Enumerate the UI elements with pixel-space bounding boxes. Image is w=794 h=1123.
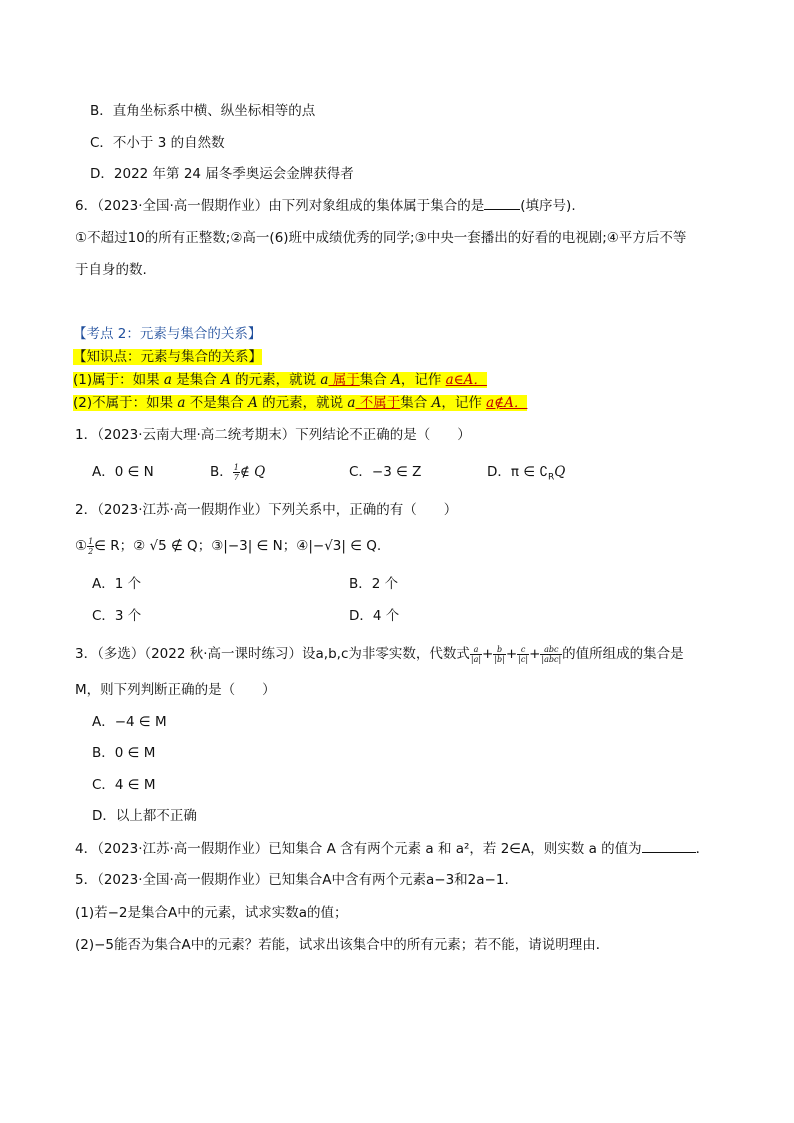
q2-option-a: A．1 个 — [92, 576, 142, 592]
question-4-stem: 4．（2023·江苏·高一假期作业）已知集合 A 含有两个元素 a 和 a²，若 2∈A，则实数 a 的值为 ． — [75, 841, 710, 857]
q3-option-a: A．−4 ∈ M — [92, 714, 167, 730]
section-title: 【考点 2：元素与集合的关系】 — [73, 326, 262, 342]
q2-option-c: C．3 个 — [92, 608, 142, 624]
knowledge-point-1: (1)属于：如果 a 是集合 A 的元素，就说 a 属于集合 A，记作 a∈A． — [73, 372, 487, 388]
question-5-stem: 5．（2023·全国·高一假期作业）已知集合A中含有两个元素a−3和2a−1. — [75, 872, 509, 888]
q2-option-d: D．4 个 — [349, 608, 400, 624]
q3-option-c: C．4 ∈ M — [92, 777, 156, 793]
question-5-part-1: (1)若−2是集合A中的元素，试求实数a的值； — [75, 905, 348, 921]
question-1-stem: 1．（2023·云南大理·高二统考期末）下列结论不正确的是（ ） — [75, 427, 471, 443]
q1-option-b: B． $\frac{1}{7}$ ∉ Q — [210, 462, 266, 482]
knowledge-point-2: (2)不属于：如果 a 不是集合 A 的元素，就说 a 不属于集合 A，记作 a∉A． — [73, 395, 528, 411]
option-b: B．直角坐标系中横、纵坐标相等的点 — [90, 103, 316, 119]
q1-option-d: D．π ∈ $∁_RQ$ — [487, 464, 566, 483]
question-2-items: ① $\frac{1}{2}$ ∈ R；② √5 ∉ Q；③|−3| ∈ N；④|−√3| ∈ Q. — [75, 536, 382, 556]
knowledge-heading: 【知识点：元素与集合的关系】 — [73, 349, 262, 365]
q1-option-c: C．−3 ∈ Z — [349, 464, 422, 480]
q3-option-b: B．0 ∈ M — [92, 745, 156, 761]
q3-option-d: D．以上都不正确 — [92, 808, 197, 824]
question-2-stem: 2．（2023·江苏·高一假期作业）下列关系中，正确的有（ ） — [75, 502, 458, 518]
question-6-stem: 6．（2023·全国·高一假期作业）由下列对象组成的集体属于集合的是 (填序号). — [75, 198, 576, 214]
q2-option-b: B．2 个 — [349, 576, 399, 592]
question-3-line2: M，则下列判断正确的是（ ） — [75, 682, 276, 698]
q1-option-a: A．0 ∈ N — [92, 464, 154, 480]
question-6-line2: 于自身的数. — [75, 262, 147, 278]
question-3-stem: 3．（多选）（2022 秋·高一课时练习）设a,b,c为非零实数，代数式 $\frac{a}{|a|}$ + $\frac{b}{|b|}$ + $\frac{c}{|c|}$ + abc |abc| 的值所组成的集合是 — [75, 644, 684, 664]
option-d: D．2022 年第 24 届冬季奥运会金牌获得者 — [90, 166, 354, 182]
question-6-line1: ①不超过10的所有正整数;②高一(6)班中成绩优秀的同学;③中央一套播出的好看的电视剧;④平方后不等 — [75, 230, 687, 246]
option-c: C．不小于 3 的自然数 — [90, 135, 225, 151]
question-5-part-2: (2)−5能否为集合A中的元素？若能，试求出该集合中的所有元素；若不能，请说明理由． — [75, 937, 610, 953]
